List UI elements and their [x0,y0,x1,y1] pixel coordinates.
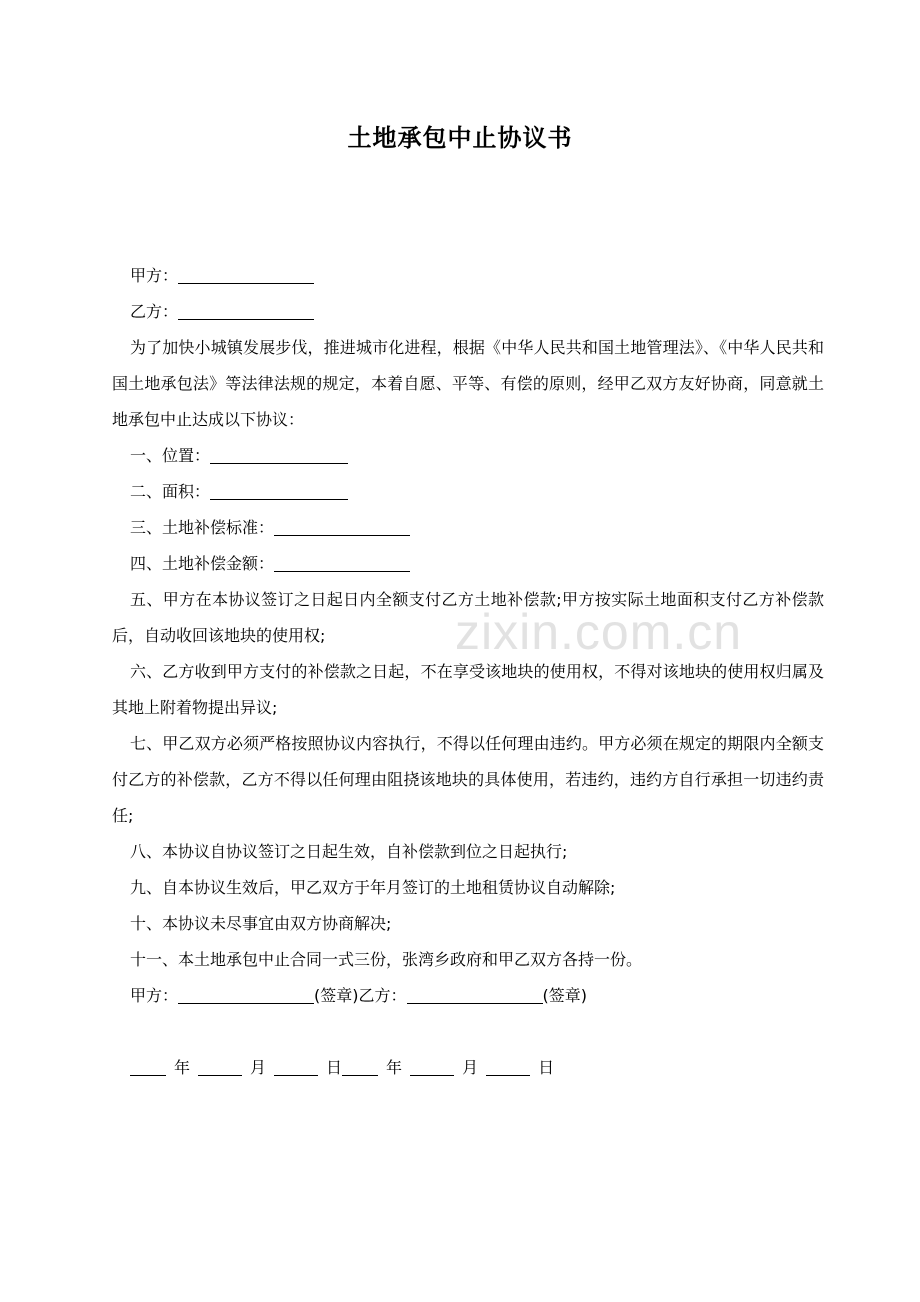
item-5-paragraph: 五、甲方在本协议签订之日起日内全额支付乙方土地补偿款;甲方按实际土地面积支付乙方补偿款后，自动收回该地块的使用权; [112,590,824,645]
party-a-label: 甲方： [130,266,179,285]
month-b-label: 月 [462,1058,479,1077]
signature-line [112,978,824,1014]
item-4-blank [274,553,410,572]
sign-party-b-label: 乙方： [358,986,407,1005]
document-title: 土地承包中止协议书 [347,124,573,152]
month-b-blank [410,1057,454,1076]
item-4-label: 四、土地补偿金额： [130,554,275,573]
seal-b-label: (签章) [542,986,588,1005]
item-2-label: 二、面积： [130,482,211,501]
item-2-line [112,474,824,510]
year-a-blank [130,1057,166,1076]
item-3-blank [274,517,410,536]
item-3-label: 三、土地补偿标准： [130,518,275,537]
seal-a-label: (签章) [314,986,359,1005]
sign-party-a-label: 甲方： [130,986,179,1005]
item-8-paragraph: 八、本协议自协议签订之日起生效，自补偿款到位之日起执行; [130,842,568,861]
item-1-label: 一、位置： [130,446,211,465]
party-b-label: 乙方： [130,302,179,321]
party-a-line [112,258,824,294]
month-a-label: 月 [250,1058,267,1077]
party-a-blank [178,265,314,284]
year-b-blank [342,1057,378,1076]
item-7-paragraph: 七、甲乙双方必须严格按照协议内容执行，不得以任何理由违约。甲方必须在规定的期限内全额支付乙方的补偿款，乙方不得以任何理由阻挠该地块的具体使用，若违约，违约方自行承担一切违约责任; [112,734,824,825]
day-b-blank [486,1057,530,1076]
party-b-blank [178,301,314,320]
sign-party-b-blank [407,985,543,1004]
sign-party-a-blank [178,985,314,1004]
item-1-blank [210,445,348,464]
day-b-label: 日 [538,1058,555,1077]
item-1-line [112,438,824,474]
year-b-label: 年 [386,1058,403,1077]
month-a-blank [198,1057,242,1076]
intro-paragraph: 为了加快小城镇发展步伐，推进城市化进程，根据《中华人民共和国土地管理法》、《中华人民共和国土地承包法》等法律法规的规定，本着自愿、平等、有偿的原则，经甲乙双方友好协商，同意就土地承包中止达成以下协议： [112,338,824,429]
item-2-blank [210,481,348,500]
party-b-line [112,294,824,330]
item-4-line [112,546,824,582]
watermark-text: zixin.com.cn [455,604,743,660]
item-6-paragraph: 六、乙方收到甲方支付的补偿款之日起，不在享受该地块的使用权，不得对该地块的使用权归属及其地上附着物提出异议; [112,662,824,717]
date-line [112,1050,824,1086]
year-a-label: 年 [174,1058,191,1077]
day-a-label: 日 [326,1058,343,1077]
item-3-line [112,510,824,546]
item-9-paragraph: 九、自本协议生效后，甲乙双方于年月签订的土地租赁协议自动解除; [130,878,616,897]
item-11-paragraph: 十一、本土地承包中止合同一式三份，张湾乡政府和甲乙双方各持一份。 [130,950,643,969]
day-a-blank [274,1057,318,1076]
item-10-paragraph: 十、本协议未尽事宜由双方协商解决; [130,914,392,933]
document-body [112,258,824,1086]
spacer [112,1014,824,1050]
